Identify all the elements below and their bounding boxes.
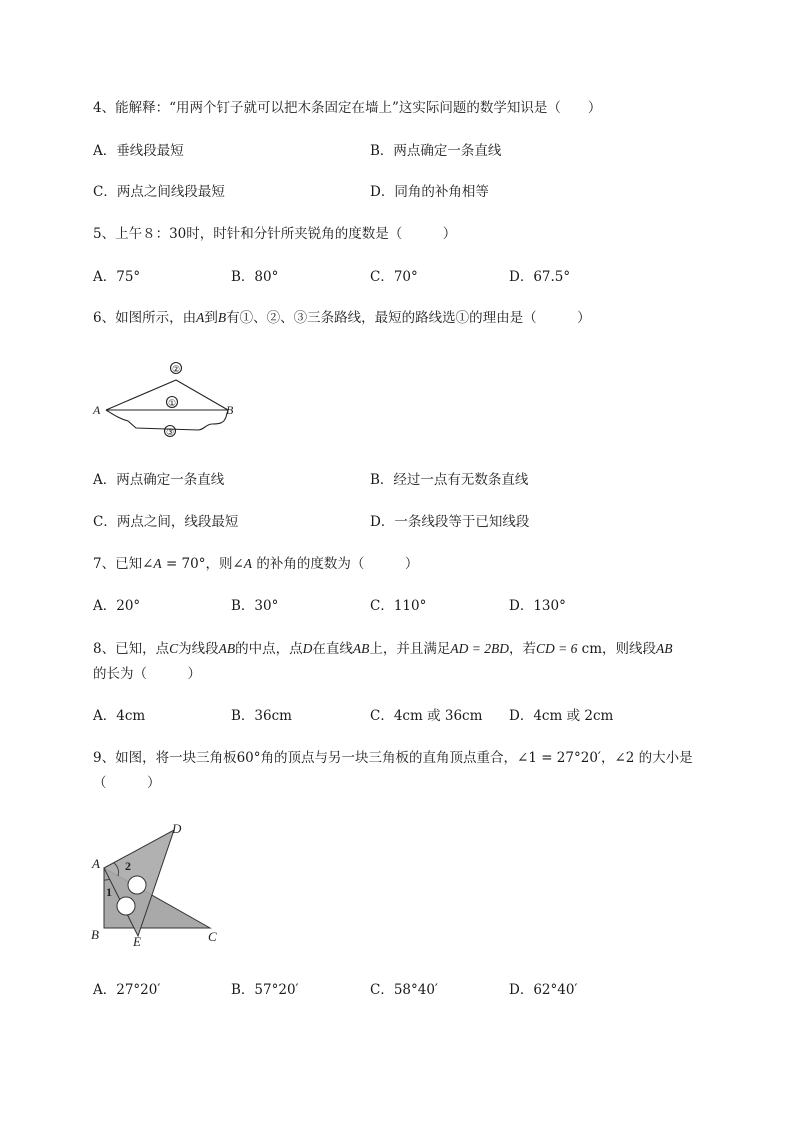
q6-stem-text-3: 有①、②、③三条路线，最短的路线选①的理由是（ ）: [226, 310, 591, 326]
q6-route-figure: [88, 355, 248, 445]
q7-stem-text-2: = 70°，则∠: [161, 556, 244, 572]
q9-option-d: D．62°40′: [509, 982, 578, 998]
q7-option-a: A．20°: [93, 598, 141, 614]
q6-point-b-label: B: [226, 403, 234, 417]
q5-stem: 5、上午８：30时，时针和分针所夹锐角的度数是（ ）: [93, 226, 457, 242]
q9-triangle-figure: [88, 818, 228, 953]
q6-route2-label: ②: [171, 364, 181, 374]
q6-option-a: A．两点确定一条直线: [93, 472, 225, 488]
q7-var-a: A: [153, 556, 162, 571]
q9-angle-2-label: 2: [125, 859, 131, 873]
q9-stem: 9、如图，将一块三角板60°角的顶点与另一块三角板的直角顶点重合，∠1 = 27°20′，∠2 的大小是: [93, 750, 693, 766]
q8-var-ab: AB: [218, 641, 236, 656]
q9-hole-upper: [128, 876, 146, 894]
q8-text-5: 上，并且满足: [369, 641, 451, 657]
q8-text-1: 8、已知，点: [93, 641, 170, 657]
q8-var-d: D: [302, 641, 313, 656]
q5-option-a: A．75°: [93, 269, 141, 285]
q9-stem-line2: （ ）: [93, 775, 161, 791]
q6-stem-text-1: 6、如图所示，由: [93, 310, 197, 326]
q8-stem: [93, 639, 673, 659]
q8-text-3: 的中点，点: [235, 641, 303, 657]
q4-stem: 4、能解释：“用两个钉子就可以把木条固定在墙上”这实际问题的数学知识是（ ）: [93, 100, 602, 116]
q6-route3-label: ③: [165, 427, 175, 437]
q8-option-c: C．4cm 或 36cm: [370, 708, 483, 724]
q4-option-b: B．两点确定一条直线: [370, 143, 502, 159]
q8-text-4: 在直线: [312, 641, 353, 657]
q8-equation-1: AD = 2BD: [450, 641, 509, 656]
q6-option-c: C．两点之间，线段最短: [93, 514, 239, 530]
q7-option-b: B．30°: [231, 598, 279, 614]
q9-hole-lower: [117, 897, 135, 915]
q6-var-a: A: [196, 310, 205, 325]
q8-text-7: cm，则线段: [577, 641, 656, 657]
q8-option-b: B．36cm: [231, 708, 292, 724]
q8-var-ab3: AB: [656, 641, 673, 656]
q8-equation-2: CD = 6: [535, 641, 578, 656]
q6-point-a-label: A: [93, 403, 101, 417]
q6-option-d: D．一条线段等于已知线段: [370, 514, 530, 530]
q6-stem: [93, 308, 591, 328]
q9-label-e: E: [133, 934, 141, 949]
q9-label-b: B: [91, 927, 99, 942]
q5-option-b: B．80°: [231, 269, 279, 285]
q7-stem: [93, 554, 418, 574]
q7-stem-text-1: 7、已知∠: [93, 556, 154, 572]
q8-stem-line2: 的长为（ ）: [93, 666, 201, 682]
q6-option-b: B．经过一点有无数条直线: [370, 472, 529, 488]
q6-var-b: B: [217, 310, 227, 325]
q9-option-a: A．27°20′: [93, 982, 161, 998]
q9-label-c: C: [208, 929, 217, 944]
q9-angle-1-label: 1: [106, 885, 112, 899]
q8-text-2: 为线段: [178, 641, 219, 657]
q9-option-c: C．58°40′: [370, 982, 439, 998]
q8-option-d: D．4cm 或 2cm: [509, 708, 614, 724]
q8-option-a: A．4cm: [93, 708, 146, 724]
q9-label-d: D: [172, 821, 182, 836]
q8-var-ab2: AB: [352, 641, 370, 656]
q9-label-a: A: [92, 856, 100, 871]
q7-option-c: C．110°: [370, 598, 427, 614]
q6-stem-text-2: 到: [204, 310, 218, 326]
q9-option-b: B．57°20′: [231, 982, 299, 998]
q5-option-c: C．70°: [370, 269, 418, 285]
q5-option-d: D．67.5°: [509, 269, 571, 285]
q8-text-6: ，若: [508, 641, 536, 657]
q4-option-c: C．两点之间线段最短: [93, 184, 225, 200]
q7-option-d: D．130°: [509, 598, 566, 614]
q4-option-d: D．同角的补角相等: [370, 184, 489, 200]
q6-route1-label: ①: [167, 398, 177, 408]
q7-stem-text-3: 的补角的度数为（ ）: [252, 556, 419, 572]
q7-var-a2: A: [243, 556, 253, 571]
q4-option-a: A．垂线段最短: [93, 143, 184, 159]
q8-var-c: C: [169, 641, 179, 656]
